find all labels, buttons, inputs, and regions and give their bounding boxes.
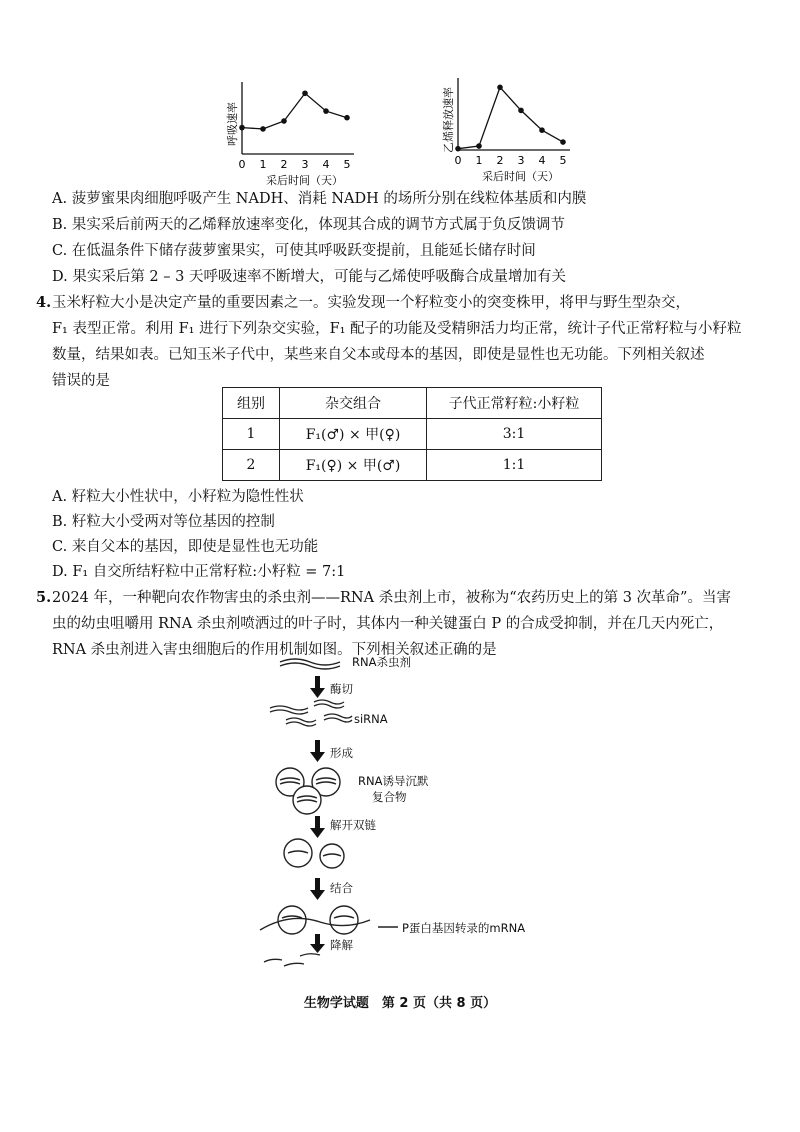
series-line [242,93,347,129]
x-tick-label: 5 [559,154,567,167]
x-tick-label: 1 [259,158,267,171]
table-row [223,419,602,450]
data-point [476,143,482,149]
unwound-complex-icon [284,839,344,868]
dsrna-icon [280,659,340,669]
arrow-down-icon [310,934,325,953]
table-cell: 2 [223,450,280,481]
x-axis-label: 采后时间（天） [266,174,343,187]
figure-step-label: 降解 [330,938,353,952]
q4-stem-line: 错误的是 [52,373,110,389]
arrow-down-icon [310,740,325,762]
figure-step-label: 解开双链 [330,818,376,832]
degraded-mrna-icon [264,954,320,966]
q4-stem-line: 数量，结果如表。已知玉米子代中，某些来自父本或母本的基因，即使是显性也无功能。下列相关叙述 [52,347,705,363]
ethylene-rate-chart [420,70,590,188]
q4-number: 4. [36,294,52,311]
q4-stem-line: 玉米籽粒大小是决定产量的重要因素之一。实验发现一个籽粒变小的突变株甲，将甲与野生型杂交， [52,295,690,311]
q5-stem-line: 虫的幼虫咀嚼用 RNA 杀虫剂喷洒过的叶子时，其体内一种关键蛋白 P 的合成受抑制，并在几天内死亡， [52,616,724,632]
x-tick-label: 3 [517,154,525,167]
q4-option-c: C. 来自父本的基因，即使是显性也无功能 [52,539,319,555]
data-point [539,127,545,133]
mrna-binding-icon [260,906,398,934]
q3-option-b: B. 果实采后前两天的乙烯释放速率变化，体现其合成的调节方式属于负反馈调节 [52,217,565,233]
figure-label-mrna: P蛋白基因转录的mRNA [402,921,526,935]
q4-cross-table [222,387,602,481]
table-header: 杂交组合 [280,388,427,419]
data-point [497,85,503,91]
table-row [223,450,602,481]
q5-stem-line: 2024 年，一种靶向农作物害虫的杀虫剂——RNA 杀虫剂上市，被称为“农药历史上的第 3 次革命”。当害 [52,590,731,606]
series-line [458,87,563,148]
table-header: 组别 [223,388,280,419]
table-cell: F₁(♀) × 甲(♂) [280,450,427,481]
x-tick-label: 3 [301,158,309,171]
data-point [281,118,287,124]
figure-step-label: 结合 [330,881,353,895]
data-point [239,125,245,131]
table-cell: 1 [223,419,280,450]
data-point [455,146,461,152]
q4-option-b: B. 籽粒大小受两对等位基因的控制 [52,514,275,530]
figure-step-label: 形成 [330,746,353,760]
x-tick-label: 4 [538,154,546,167]
x-tick-label: 1 [475,154,483,167]
data-point [560,139,566,145]
risc-complex-icon [276,768,340,814]
table-header-row [223,388,602,419]
arrow-down-icon [310,878,325,900]
data-point [260,126,266,132]
q4-option-a: A. 籽粒大小性状中，小籽粒为隐性性状 [52,489,304,505]
x-tick-label: 0 [454,154,462,167]
figure-label-risc: 复合物 [372,790,407,804]
q3-option-d: D. 果实采后第 2 – 3 天呼吸速率不断增大，可能与乙烯使呼吸酶合成量增加有关 [52,269,566,285]
x-tick-label: 0 [238,158,246,171]
figure-label-risc: RNA诱导沉默 [358,774,429,788]
table-cell: 3:1 [427,419,602,450]
y-axis-label: 乙烯释放速率 [442,87,455,153]
x-tick-label: 4 [322,158,330,171]
page-footer: 生物学试题 第 2 页（共 8 页） [303,996,497,1011]
data-point [323,108,329,114]
table-cell: 1:1 [427,450,602,481]
x-tick-label: 5 [343,158,351,171]
y-axis-label: 呼吸速率 [226,102,239,146]
x-tick-label: 2 [280,158,288,171]
arrow-down-icon [310,816,325,838]
figure-step-label: 酶切 [330,682,353,696]
q4-stem-line: F₁ 表型正常。利用 F₁ 进行下列杂交实验，F₁ 配子的功能及受精卵活力均正常，统计子代正常籽粒与小籽粒 [52,321,742,337]
figure-label-sirna: siRNA [354,712,388,726]
q4-option-d: D. F₁ 自交所结籽粒中正常籽粒:小籽粒 = 7:1 [52,564,346,580]
x-tick-label: 2 [496,154,504,167]
figure-label-rna-pesticide: RNA杀虫剂 [352,655,411,669]
q5-stem-line: RNA 杀虫剂进入害虫细胞后的作用机制如图。下列相关叙述正确的是 [52,642,497,658]
x-axis-label: 采后时间（天） [482,170,559,183]
table-cell: F₁(♂) × 甲(♀) [280,419,427,450]
q3-option-a: A. 菠萝蜜果肉细胞呼吸产生 NADH、消耗 NADH 的场所分别在线粒体基质和内膜 [52,191,587,207]
arrow-down-icon [310,676,325,698]
data-point [302,90,308,96]
q3-option-c: C. 在低温条件下储存菠萝蜜果实，可使其呼吸跃变提前，且能延长储存时间 [52,243,536,259]
respiration-rate-chart [220,70,370,188]
sirna-icon [270,700,352,726]
data-point [518,108,524,114]
q5-number: 5. [36,589,52,606]
table-header: 子代正常籽粒:小籽粒 [427,388,602,419]
data-point [344,115,350,121]
